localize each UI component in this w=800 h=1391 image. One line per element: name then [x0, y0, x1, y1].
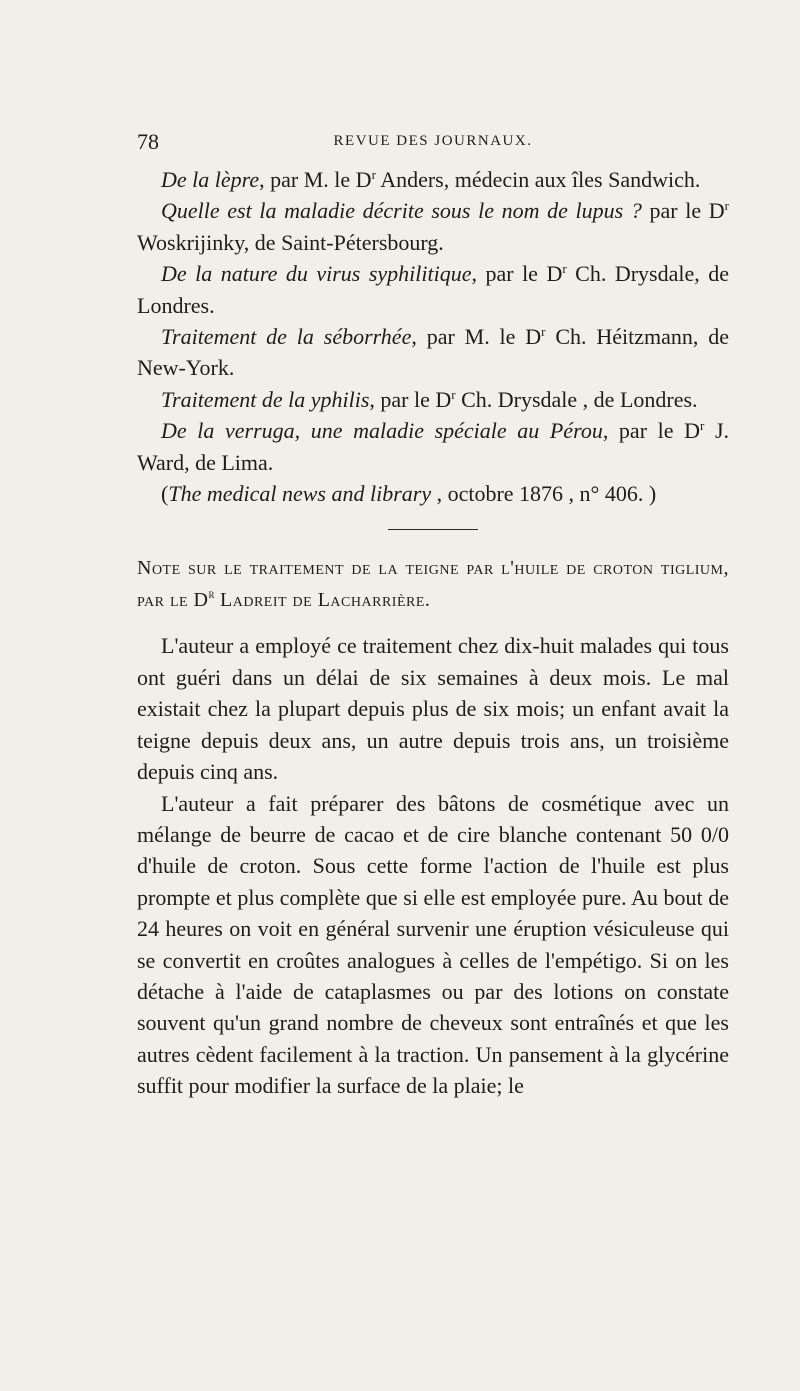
- running-title: REVUE DES JOURNAUX.: [333, 133, 533, 149]
- bibliography-entry: [137, 321, 729, 384]
- entry-author: par le D: [641, 198, 725, 224]
- superscript: r: [724, 198, 729, 214]
- body-paragraph: L'auteur a employé ce traitement chez dix-huit malades qui tous ont guéri dans un délai de six semaines à deux mois. Le mal existait chez la plupart depuis plus de six mois; un enfant avait la teigne depuis deux ans, un autre depuis trois ans, un troisième depuis cinq ans.: [137, 633, 729, 785]
- entry-rest: Ch. Héitzmann, de New-York.: [137, 324, 729, 381]
- entry-title: Traitement de la séborrhée: [161, 324, 412, 350]
- entry-author: , par le D: [369, 386, 452, 412]
- bibliography-entry: [137, 384, 729, 415]
- entry-rest: Woskrijinky, de Saint-Pétersbourg.: [137, 229, 444, 255]
- page-header: [137, 129, 729, 159]
- entry-rest: J. Ward, de Lima.: [137, 418, 730, 475]
- note-title: [137, 552, 729, 616]
- entry-rest: Ch. Drysdale, de Londres.: [137, 261, 729, 318]
- entry-title: De la nature du virus syphilitique: [161, 261, 472, 287]
- page-number: 78: [137, 129, 159, 154]
- entry-title: Traitement de la yphilis: [161, 386, 370, 412]
- entry-author: , par M. le D: [411, 324, 542, 350]
- bibliography-entry: [137, 415, 729, 478]
- entry-title: De la lèpre: [161, 167, 260, 192]
- body-paragraph: L'auteur a fait préparer des bâtons de cosmétique avec un mélange de beurre de cacao et de cire blanche contenant 50 0/0 d'huile de croton. Sous cette forme l'action de l'huile est plus prompte et plus complète que si elle est employée pure. Au bout de 24 heures on voit en général survenir une éruption vésiculeuse qui se convertit en croûtes analogues à celles de l'empétigo. Si on les détache à l'aide de cataplasmes ou par des lotions on constate souvent qu'un grand nombre de cheveux sont entraînés et que les autres cèdent facilement à la traction. Un pansement à la glycérine suffit pour modifier la surface de la plaie; le: [137, 790, 729, 1099]
- source-citation: [137, 478, 729, 509]
- superscript: r: [700, 418, 705, 434]
- note-title-text: Note sur le traitement de la teigne par l'huile de croton tiglium, par le D: [137, 557, 729, 612]
- entry-title: Quelle est la maladie décrite sous le nom de lupus ?: [161, 198, 642, 224]
- superscript: r: [562, 261, 567, 277]
- superscript: r: [371, 167, 376, 182]
- journal-title: The medical news and library: [168, 481, 432, 507]
- superscript: r: [541, 324, 546, 340]
- note-title-author: Ladreit de Lacharrière.: [214, 589, 431, 612]
- page-body: [137, 164, 729, 1102]
- citation-details: , octobre 1876 , n° 406. ): [431, 481, 657, 507]
- citation-open: (: [161, 481, 169, 507]
- bibliography-entry: [137, 164, 729, 195]
- section-divider: [388, 529, 478, 530]
- entry-title: De la verruga, une maladie spéciale au Pérou: [161, 418, 603, 444]
- entry-author: , par M. le D: [259, 167, 372, 192]
- bibliography-entry: [137, 195, 729, 258]
- bibliography-entry: [137, 258, 729, 321]
- entry-rest: Anders, médecin aux îles Sandwich.: [375, 167, 701, 192]
- entry-author: , par le D: [602, 418, 700, 444]
- entry-author: , par le D: [471, 261, 563, 287]
- superscript: r: [208, 586, 215, 602]
- entry-rest: Ch. Drysdale , de Londres.: [455, 386, 698, 412]
- superscript: r: [451, 386, 456, 402]
